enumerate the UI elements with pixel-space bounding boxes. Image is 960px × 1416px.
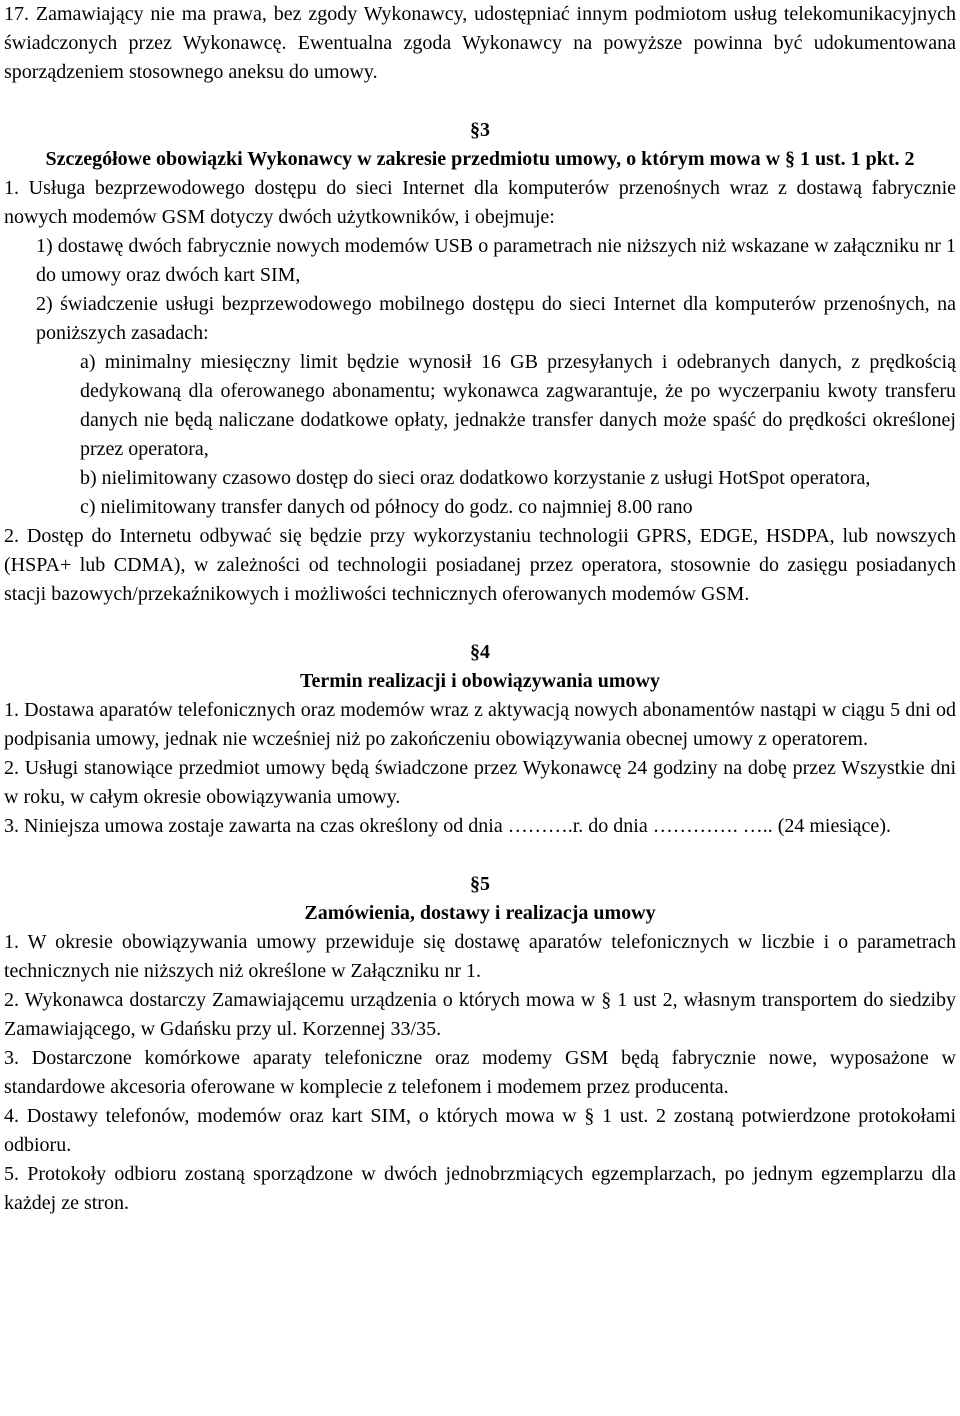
section-4-item-3: 3. Niniejsza umowa zostaje zawarta na czas określony od dnia ……….r. do dnia …………. ….. (24 miesiące). <box>4 815 891 837</box>
paragraph-17: 17. Zamawiający nie ma prawa, bez zgody Wykonawcy, udostępniać innym podmiotom usług telekomunikacyjnych świadczonych przez Wykonawcę. Ewentualna zgoda Wykonawcy na powyższe powinna być udokumentowana sporządzeniem stosownego aneksu do umowy. <box>4 3 956 83</box>
section-5-item-4: 4. Dostawy telefonów, modemów oraz kart SIM, o których mowa w § 1 ust. 2 zostaną potwierdzone protokołami odbioru. <box>4 1105 956 1156</box>
section-5-item-3: 3. Dostarczone komórkowe aparaty telefoniczne oraz modemy GSM będą fabrycznie nowe, wyposażone w standardowe akcesoria oferowane w komplecie z telefonem i modemem przez producenta. <box>4 1047 956 1098</box>
spacer <box>4 841 956 870</box>
section-5-number: §5 <box>470 873 490 895</box>
section-3-item-1-2-c: c) nielimitowany transfer danych od północy do godz. co najmniej 8.00 rano <box>80 496 693 518</box>
section-5-title: Zamówienia, dostawy i realizacja umowy <box>304 902 656 924</box>
section-3-item-2: 2. Dostęp do Internetu odbywać się będzie przy wykorzystaniu technologii GPRS, EDGE, HSDPA, lub nowszych (HSPA+ lub CDMA), w zależności od technologii posiadanej przez operatora, stosownie do zasięgu posiadanych stacji bazowych/przekaźnikowych i możliwości technicznych oferowanych modemów GSM. <box>4 525 956 605</box>
spacer <box>4 609 956 638</box>
section-4-item-1: 1. Dostawa aparatów telefonicznych oraz modemów wraz z aktywacją nowych abonamentów nastąpi w ciągu 5 dni od podpisania umowy, jednak nie wcześniej niż po zakończeniu obowiązywania obecnej umowy z operatorem. <box>4 699 956 750</box>
section-3-item-1: 1. Usługa bezprzewodowego dostępu do sieci Internet dla komputerów przenośnych wraz z dostawą fabrycznie nowych modemów GSM dotyczy dwóch użytkowników, i obejmuje: <box>4 177 956 228</box>
section-3-item-1-2-b: b) nielimitowany czasowo dostęp do sieci oraz dodatkowo korzystanie z usługi HotSpot operatora, <box>80 467 871 489</box>
section-3-title: Szczegółowe obowiązki Wykonawcy w zakresie przedmiotu umowy, o którym mowa w § 1 ust. 1 pkt. 2 <box>45 148 915 170</box>
section-3-item-1-2-a: a) minimalny miesięczny limit będzie wynosił 16 GB przesyłanych i odebranych danych, z prędkością dedykowaną dla oferowanego abonamentu; wykonawca zagwarantuje, że po wyczerpaniu kwoty transferu danych nie będą naliczane dodatkowe opłaty, jednakże transfer danych może spaść do prędkości określonej przez operatora, <box>80 351 956 460</box>
section-3-number: §3 <box>470 119 490 141</box>
section-5-item-2: 2. Wykonawca dostarczy Zamawiającemu urządzenia o których mowa w § 1 ust 2, własnym transportem do siedziby Zamawiającego, w Gdańsku przy ul. Korzennej 33/35. <box>4 989 956 1040</box>
section-5-item-5: 5. Protokoły odbioru zostaną sporządzone w dwóch jednobrzmiących egzemplarzach, po jednym egzemplarzu dla każdej ze stron. <box>4 1163 956 1214</box>
spacer <box>4 87 956 116</box>
section-4-title: Termin realizacji i obowiązywania umowy <box>300 670 660 692</box>
section-4-number: §4 <box>470 641 490 663</box>
section-4-item-2: 2. Usługi stanowiące przedmiot umowy będą świadczone przez Wykonawcę 24 godziny na dobę przez Wszystkie dni w roku, w całym okresie obowiązywania umowy. <box>4 757 956 808</box>
section-3-item-1-2: 2) świadczenie usługi bezprzewodowego mobilnego dostępu do sieci Internet dla komputerów przenośnych, na poniższych zasadach: <box>36 293 956 344</box>
section-5-item-1: 1. W okresie obowiązywania umowy przewiduje się dostawę aparatów telefonicznych w liczbie i o parametrach technicznych nie niższych niż określone w Załączniku nr 1. <box>4 931 956 982</box>
document-page <box>4 0 956 1416</box>
section-3-item-1-1: 1) dostawę dwóch fabrycznie nowych modemów USB o parametrach nie niższych niż wskazane w załączniku nr 1 do umowy oraz dwóch kart SIM, <box>36 235 956 286</box>
